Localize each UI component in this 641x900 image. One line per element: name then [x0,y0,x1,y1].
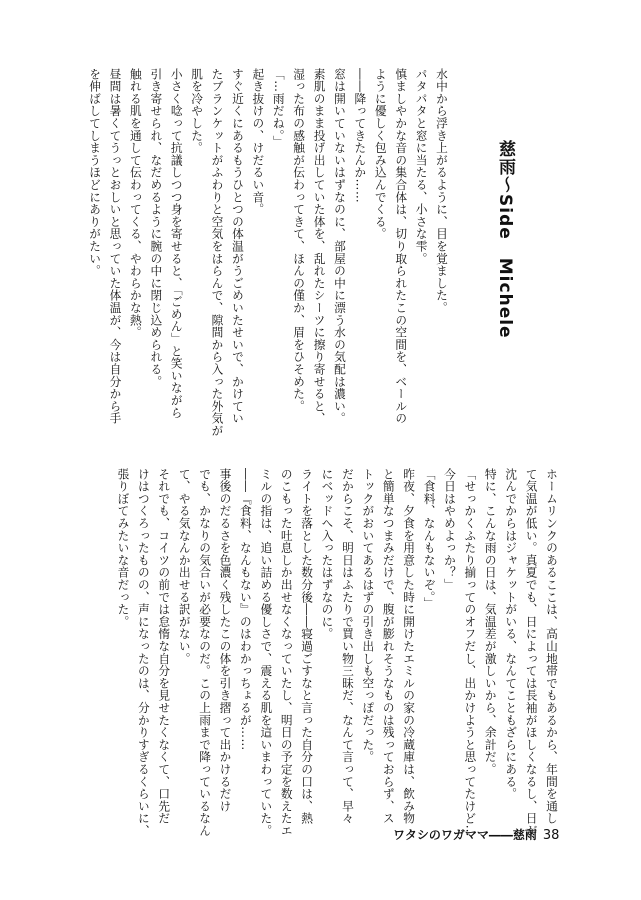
text-line: にベッドへ入ったはずなのに。 [320,468,335,641]
text-line: 「…雨だね。」 [271,68,286,149]
text-line: 起き抜けの、けだるい音。 [251,68,266,216]
text-line: けはつくろったものの、声になったのは、分かりすぎるくらいに、 [136,468,151,837]
text-line: 昼間は暑くてうっとおしいと思っていた体温が、今は自分から手 [108,68,123,425]
text-line: パタパタと窓に当たる、小さな雫。 [414,68,429,265]
text-line: 今日はやめよっか？」 [442,468,457,591]
text-line: 慎ましやかな音の集合体は、切り取られたこの空間を、ベールの [394,68,409,425]
text-line: のこもった吐息しか出せなくなっていたし、明日の予定を数えたエ [279,468,294,837]
text-line: 特に、こんな雨の日は、気温差が激しいから、余計だ。 [483,468,498,776]
text-line: を伸ばしてしまうほどにありがたい。 [88,68,103,278]
text-line: 「せっかくふたり揃ってのオフだし、出かけようと思ってたけど… [463,468,478,837]
chapter-title: 慈雨〜Side Michele [495,140,515,339]
text-line: 水中から浮き上がるように、目を覚ました。 [435,68,449,314]
text-line: て、やる気なんか出せる訳がない。 [177,468,192,665]
text-line: 「食料、なんもないぞ。」 [422,468,437,610]
text-line: トックがおいてあるはずの引き出しも空っぽだった。 [361,468,376,764]
text-line: 窓は開いていないはずなのに、部屋の中に漂う水の気配は濃い。 [332,68,347,425]
text-line: 昨夜、夕食を用意した時に開けたエミルの家の冷蔵庫は、飲み物 [402,468,417,825]
text-line: ように優しく包み込んでくる。 [373,68,388,241]
text-line: 張りぼてみたいな音だった。 [116,468,131,628]
text-line: それでも、コイツの前では怠惰な自分を見せたくなくて、口先だ [157,468,172,825]
text-line: ミルの指は、追い詰める優しさで、震える肌を這いまわっていた。 [259,468,274,837]
text-line: ホームリンクのあるここは、高山地帯でもあるから、年間を通し [545,468,559,825]
text-line: 素肌のまま投げ出していた体を、乱れたシーツに擦り寄せると、 [312,68,327,425]
text-block-upper [88,68,452,437]
text-line: 事後のだるさを色濃く残したこの体を引き摺って出かけるだけ [218,468,233,813]
text-line: と簡単なつまみだけで、腹が膨れそうなものは残っておらず、ス [381,468,396,825]
text-line: ――『食料、なんもない』のはわかっちょるが…… [238,468,253,751]
text-line: ――降ってきたんか…… [353,68,368,204]
page-number: 38 [542,828,560,843]
text-line: 湿った布の感触が伝わってきて、ほんの僅か、眉をひそめた。 [292,68,307,413]
text-line: たブランケットがふわりと空気をはらんで、隙間から入った外気が [210,68,225,437]
text-line: だからこそ、明日はふたりで買い物三昧だ、なんて言って、早々 [340,468,355,825]
text-line: 肌を冷やした。 [190,68,205,155]
text-line: ライトを落とした数分後――寝過ごすなと言った自分の口は、熱 [300,468,315,825]
text-line: でも、かなりの気合いが必要なのだ。この上雨まで降っているなん [198,468,213,837]
page-footer [393,826,559,843]
text-line: て気温が低い。真夏でも、日によっては長袖がほしくなるし、日が [524,468,539,837]
text-line: 小さく唸って抗議しつつ身を寄せると、「ごめん」と笑いながら [169,68,184,419]
running-title: ワタシのワガママ――慈雨 [393,828,537,842]
text-line: すぐ近くにあるもうひとつの体温がうごめいたせいで、かけてい [230,68,245,425]
text-line: 引き寄せられ、なだめるように腕の中に閉じ込められる。 [149,68,164,388]
text-line: 触れる肌を通して伝わってくる、やわらかな熱。 [128,68,143,339]
text-line: 沈んでからはジャケットがいる、なんてこともざらにある。 [504,468,519,801]
